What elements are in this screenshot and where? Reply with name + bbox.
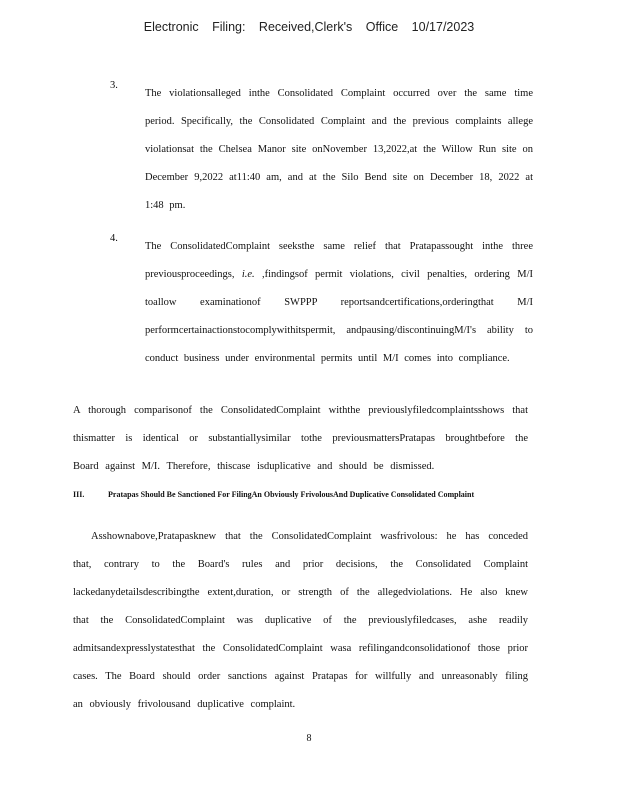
page-number: 8 — [306, 733, 312, 744]
paragraph-body — [145, 233, 533, 373]
paragraph-number: 4. — [110, 233, 118, 244]
paragraph-text-after: ,findingsof permit violations, civil penalties, ordering M/I toallow examinationof SWPPP reportsandcertifications,orderingthat M/I performcertainactionstocomplywithitspermit, andpausing/discontinuingM/I's ability to conduct business under environmental permits until M/I comes into compliance. — [145, 269, 533, 364]
section-heading — [73, 488, 528, 502]
section-numeral: III. — [73, 490, 85, 499]
paragraph-number: 3. — [110, 80, 118, 91]
paragraph-body: The violationsalleged inthe Consolidated Complaint occurred over the same time period. Specifically, the Consolidated Complaint and the previous complaints allege violationsat the Chelsea Manor site onNovember 13,2022,at the Willow Run site on December 9,2022 at11:40 am, and at the Silo Bend site on December 18, 2022 at 1:48 pm. — [145, 88, 533, 211]
sanctions-paragraph: Asshownabove,Pratapasknew that the ConsolidatedComplaint wasfrivolous: he has conceded that, contrary to the Board's rules and prior decisions, the Consolidated Complaint lackedanydetailsdescribingthe extent,duration, or strength of the allegedviolations. He also knew that the ConsolidatedComplaint was duplicative of the previouslyfiledcases, ashe readily admitsandexpresslystatesthat the ConsolidatedComplaint wasa refilingandconsolidationof those prior cases. The Board should order sanctions against Pratapas for willfully and unreasonably filing an obviously frivolousand duplicative complaint. — [73, 531, 528, 710]
comparison-paragraph: A thorough comparisonof the ConsolidatedComplaint withthe previouslyfiledcomplaintsshows that thismatter is identical or substantiallysimilar tothe previousmattersPratapas broughtbefore the Board against M/I. Therefore, thiscase isduplicative and should be dismissed. — [73, 405, 528, 472]
italic-ie: i.e. — [241, 269, 255, 280]
filing-stamp-header: Electronic Filing: Received,Clerk's Office 10/17/2023 — [143, 20, 475, 34]
section-heading-text: Pratapas Should Be Sanctioned For FilingAn Obviously FrivolousAnd Duplicative Consolidated Complaint — [108, 490, 475, 499]
paragraph-text-before: The ConsolidatedComplaint seeksthe same relief that Pratapassought inthe three previousproceedings, — [145, 241, 533, 280]
